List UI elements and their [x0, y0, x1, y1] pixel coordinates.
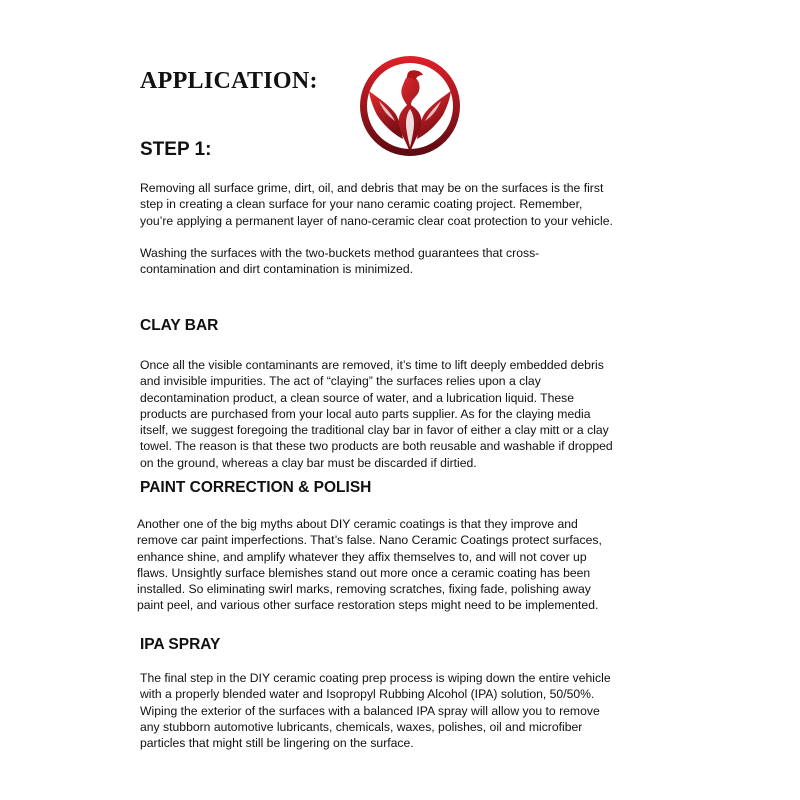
section-paragraph-step-1-b: Washing the surfaces with the two-buckets method guarantees that cross- contamination and dirt contamination is minimized. — [140, 246, 540, 277]
section-paragraph-ipa-spray: The final step in the DIY ceramic coating prep process is wiping down the entire vehicle with a properly blended water and Isopropyl Rubbing Alcohol (IPA) solution, 50/50%. Wiping the exterior of the surfaces with a balanced IPA spray will allow you to remove any stubborn automotive lubricants, chemicals, waxes, polishes, oil and microfiber particles that might still be lingering on the surface. — [140, 671, 611, 751]
document-title: APPLICATION: — [140, 68, 318, 94]
section-heading-paint-correction: PAINT CORRECTION & POLISH — [140, 479, 372, 496]
section-paragraph-step-1-a: Removing all surface grime, dirt, oil, and debris that may be on the surfaces is the first step in creating a clean surface for your nano ceramic coating project. Remember, you’re applying a permanent layer of nano-ceramic clear coat protection to your vehicle. — [140, 181, 613, 228]
section-paragraph-paint-correction: Another one of the big myths about DIY ceramic coatings is that they improve and remove car paint imperfections. That’s false. Nano Ceramic Coatings protect surfaces, enhance shine, and amplify whatever they affix themselves to, and will not cover up flaws. Unsightly surface blemishes stand out more once a ceramic coating has been installed. So eliminating swirl marks, removing scratches, fixing fade, polishing away paint peel, and various other surface restoration steps might need to be implemented. — [137, 517, 602, 613]
section-heading-step-1: STEP 1: — [140, 139, 212, 160]
section-paragraph-clay-bar: Once all the visible contaminants are removed, it’s time to lift deeply embedded debris and invisible impurities. The act of “claying” the surfaces relies upon a clay decontamination product, a clean source of water, and a lubrication liquid. These products are purchased from your local auto parts supplier. As for the claying media itself, we suggest foregoing the traditional clay bar in favor of either a clay mitt or a clay towel. The reason is that these two products are both reusable and washable if dropped on the ground, whereas a clay bar must be discarded if dirtied. — [140, 358, 613, 470]
phoenix-logo-icon — [357, 53, 463, 159]
section-heading-clay-bar: CLAY BAR — [140, 317, 219, 334]
section-heading-ipa-spray: IPA SPRAY — [140, 636, 221, 653]
phoenix-logo-svg — [357, 53, 463, 159]
